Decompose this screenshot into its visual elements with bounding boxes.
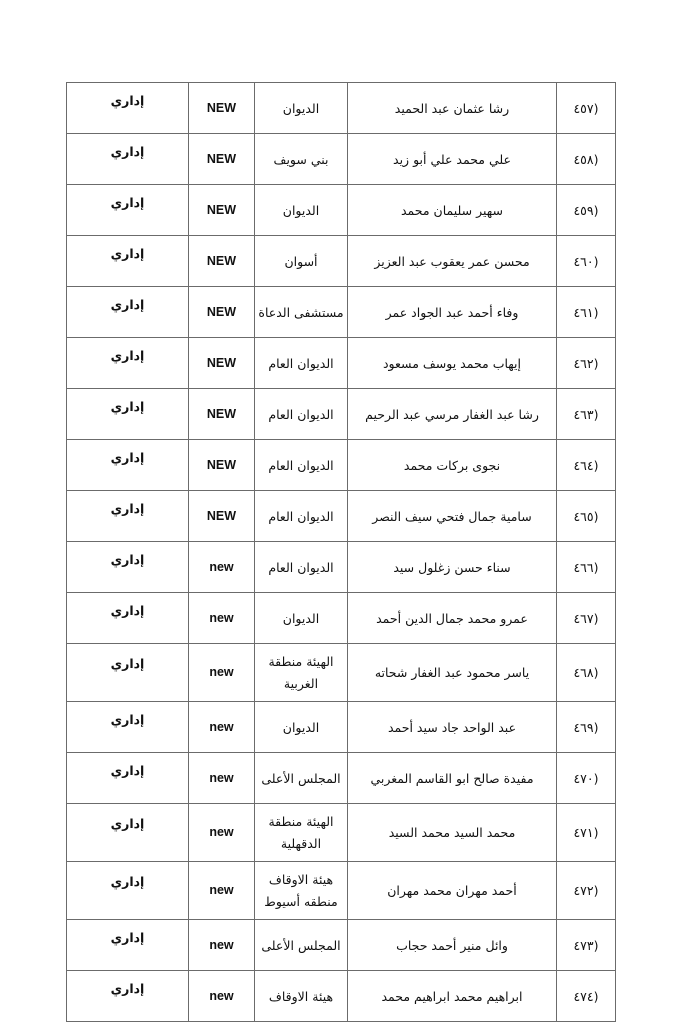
role-cell: إداري bbox=[67, 920, 189, 971]
status-cell: NEW bbox=[189, 440, 255, 491]
serial-number-cell: ٤٦٩) bbox=[557, 702, 616, 753]
table-row bbox=[67, 702, 616, 753]
role-cell: إداري bbox=[67, 491, 189, 542]
employee-table bbox=[66, 82, 616, 1022]
status-cell: NEW bbox=[189, 134, 255, 185]
status-cell: new bbox=[189, 862, 255, 920]
department-cell: هيئة الاوقاف bbox=[255, 971, 348, 1022]
name-cell: وفاء أحمد عبد الجواد عمر bbox=[348, 287, 557, 338]
department-cell: الديوان bbox=[255, 593, 348, 644]
serial-number-cell: ٤٦٥) bbox=[557, 491, 616, 542]
serial-number-cell: ٤٦٦) bbox=[557, 542, 616, 593]
serial-number-cell: ٤٧٣) bbox=[557, 920, 616, 971]
status-cell: new bbox=[189, 644, 255, 702]
name-cell: محسن عمر يعقوب عبد العزيز bbox=[348, 236, 557, 287]
table-row bbox=[67, 920, 616, 971]
department-cell: مستشفى الدعاة bbox=[255, 287, 348, 338]
status-cell: new bbox=[189, 702, 255, 753]
department-cell: الديوان bbox=[255, 185, 348, 236]
department-cell: الهيئة منطقة الغربية bbox=[255, 644, 348, 702]
name-cell: عبد الواحد جاد سيد أحمد bbox=[348, 702, 557, 753]
status-cell: NEW bbox=[189, 287, 255, 338]
name-cell: ياسر محمود عبد الغفار شحاته bbox=[348, 644, 557, 702]
serial-number-cell: ٤٥٩) bbox=[557, 185, 616, 236]
status-cell: new bbox=[189, 804, 255, 862]
serial-number-cell: ٤٦٨) bbox=[557, 644, 616, 702]
table-row bbox=[67, 644, 616, 702]
department-cell: الهيئة منطقة الدقهلية bbox=[255, 804, 348, 862]
serial-number-cell: ٤٦٠) bbox=[557, 236, 616, 287]
name-cell: ابراهيم محمد ابراهيم محمد bbox=[348, 971, 557, 1022]
employee-table-body bbox=[67, 83, 616, 1022]
table-row bbox=[67, 185, 616, 236]
role-cell: إداري bbox=[67, 440, 189, 491]
department-cell: المجلس الأعلى bbox=[255, 753, 348, 804]
role-cell: إداري bbox=[67, 804, 189, 862]
role-cell: إداري bbox=[67, 644, 189, 702]
table-row bbox=[67, 134, 616, 185]
role-cell: إداري bbox=[67, 702, 189, 753]
role-cell: إداري bbox=[67, 389, 189, 440]
name-cell: أحمد مهران محمد مهران bbox=[348, 862, 557, 920]
table-row bbox=[67, 338, 616, 389]
role-cell: إداري bbox=[67, 185, 189, 236]
status-cell: NEW bbox=[189, 389, 255, 440]
role-cell: إداري bbox=[67, 338, 189, 389]
role-cell: إداري bbox=[67, 83, 189, 134]
status-cell: NEW bbox=[189, 236, 255, 287]
serial-number-cell: ٤٧٠) bbox=[557, 753, 616, 804]
serial-number-cell: ٤٦٣) bbox=[557, 389, 616, 440]
status-cell: new bbox=[189, 920, 255, 971]
name-cell: عمرو محمد جمال الدين أحمد bbox=[348, 593, 557, 644]
status-cell: NEW bbox=[189, 338, 255, 389]
status-cell: new bbox=[189, 753, 255, 804]
department-cell: الديوان العام bbox=[255, 542, 348, 593]
department-cell: الديوان العام bbox=[255, 338, 348, 389]
role-cell: إداري bbox=[67, 542, 189, 593]
name-cell: رشا عثمان عبد الحميد bbox=[348, 83, 557, 134]
serial-number-cell: ٤٥٧) bbox=[557, 83, 616, 134]
name-cell: سامية جمال فتحي سيف النصر bbox=[348, 491, 557, 542]
name-cell: سهير سليمان محمد bbox=[348, 185, 557, 236]
name-cell: رشا عبد الغفار مرسي عبد الرحيم bbox=[348, 389, 557, 440]
role-cell: إداري bbox=[67, 236, 189, 287]
name-cell: نجوى بركات محمد bbox=[348, 440, 557, 491]
name-cell: إيهاب محمد يوسف مسعود bbox=[348, 338, 557, 389]
role-cell: إداري bbox=[67, 287, 189, 338]
status-cell: NEW bbox=[189, 83, 255, 134]
serial-number-cell: ٤٧١) bbox=[557, 804, 616, 862]
table-row bbox=[67, 971, 616, 1022]
table-row bbox=[67, 593, 616, 644]
name-cell: مفيدة صالح ابو القاسم المغربي bbox=[348, 753, 557, 804]
department-cell: الديوان bbox=[255, 702, 348, 753]
status-cell: new bbox=[189, 971, 255, 1022]
department-cell: هيئة الاوقاف منطقه أسيوط bbox=[255, 862, 348, 920]
table-row bbox=[67, 753, 616, 804]
table-row bbox=[67, 287, 616, 338]
role-cell: إداري bbox=[67, 593, 189, 644]
serial-number-cell: ٤٦٤) bbox=[557, 440, 616, 491]
status-cell: NEW bbox=[189, 491, 255, 542]
serial-number-cell: ٤٥٨) bbox=[557, 134, 616, 185]
department-cell: الديوان العام bbox=[255, 389, 348, 440]
table-row bbox=[67, 491, 616, 542]
department-cell: أسوان bbox=[255, 236, 348, 287]
status-cell: new bbox=[189, 593, 255, 644]
table-row bbox=[67, 542, 616, 593]
serial-number-cell: ٤٧٢) bbox=[557, 862, 616, 920]
serial-number-cell: ٤٦٧) bbox=[557, 593, 616, 644]
table-row bbox=[67, 440, 616, 491]
serial-number-cell: ٤٦١) bbox=[557, 287, 616, 338]
table-row bbox=[67, 389, 616, 440]
name-cell: سناء حسن زغلول سيد bbox=[348, 542, 557, 593]
role-cell: إداري bbox=[67, 971, 189, 1022]
table-row bbox=[67, 83, 616, 134]
department-cell: الديوان العام bbox=[255, 491, 348, 542]
role-cell: إداري bbox=[67, 134, 189, 185]
serial-number-cell: ٤٦٢) bbox=[557, 338, 616, 389]
status-cell: NEW bbox=[189, 185, 255, 236]
name-cell: علي محمد علي أبو زيد bbox=[348, 134, 557, 185]
serial-number-cell: ٤٧٤) bbox=[557, 971, 616, 1022]
department-cell: المجلس الأعلى bbox=[255, 920, 348, 971]
department-cell: الديوان bbox=[255, 83, 348, 134]
department-cell: بني سويف bbox=[255, 134, 348, 185]
role-cell: إداري bbox=[67, 753, 189, 804]
role-cell: إداري bbox=[67, 862, 189, 920]
name-cell: محمد السيد محمد السيد bbox=[348, 804, 557, 862]
table-row bbox=[67, 862, 616, 920]
name-cell: وائل منير أحمد حجاب bbox=[348, 920, 557, 971]
status-cell: new bbox=[189, 542, 255, 593]
table-row bbox=[67, 236, 616, 287]
table-row bbox=[67, 804, 616, 862]
department-cell: الديوان العام bbox=[255, 440, 348, 491]
